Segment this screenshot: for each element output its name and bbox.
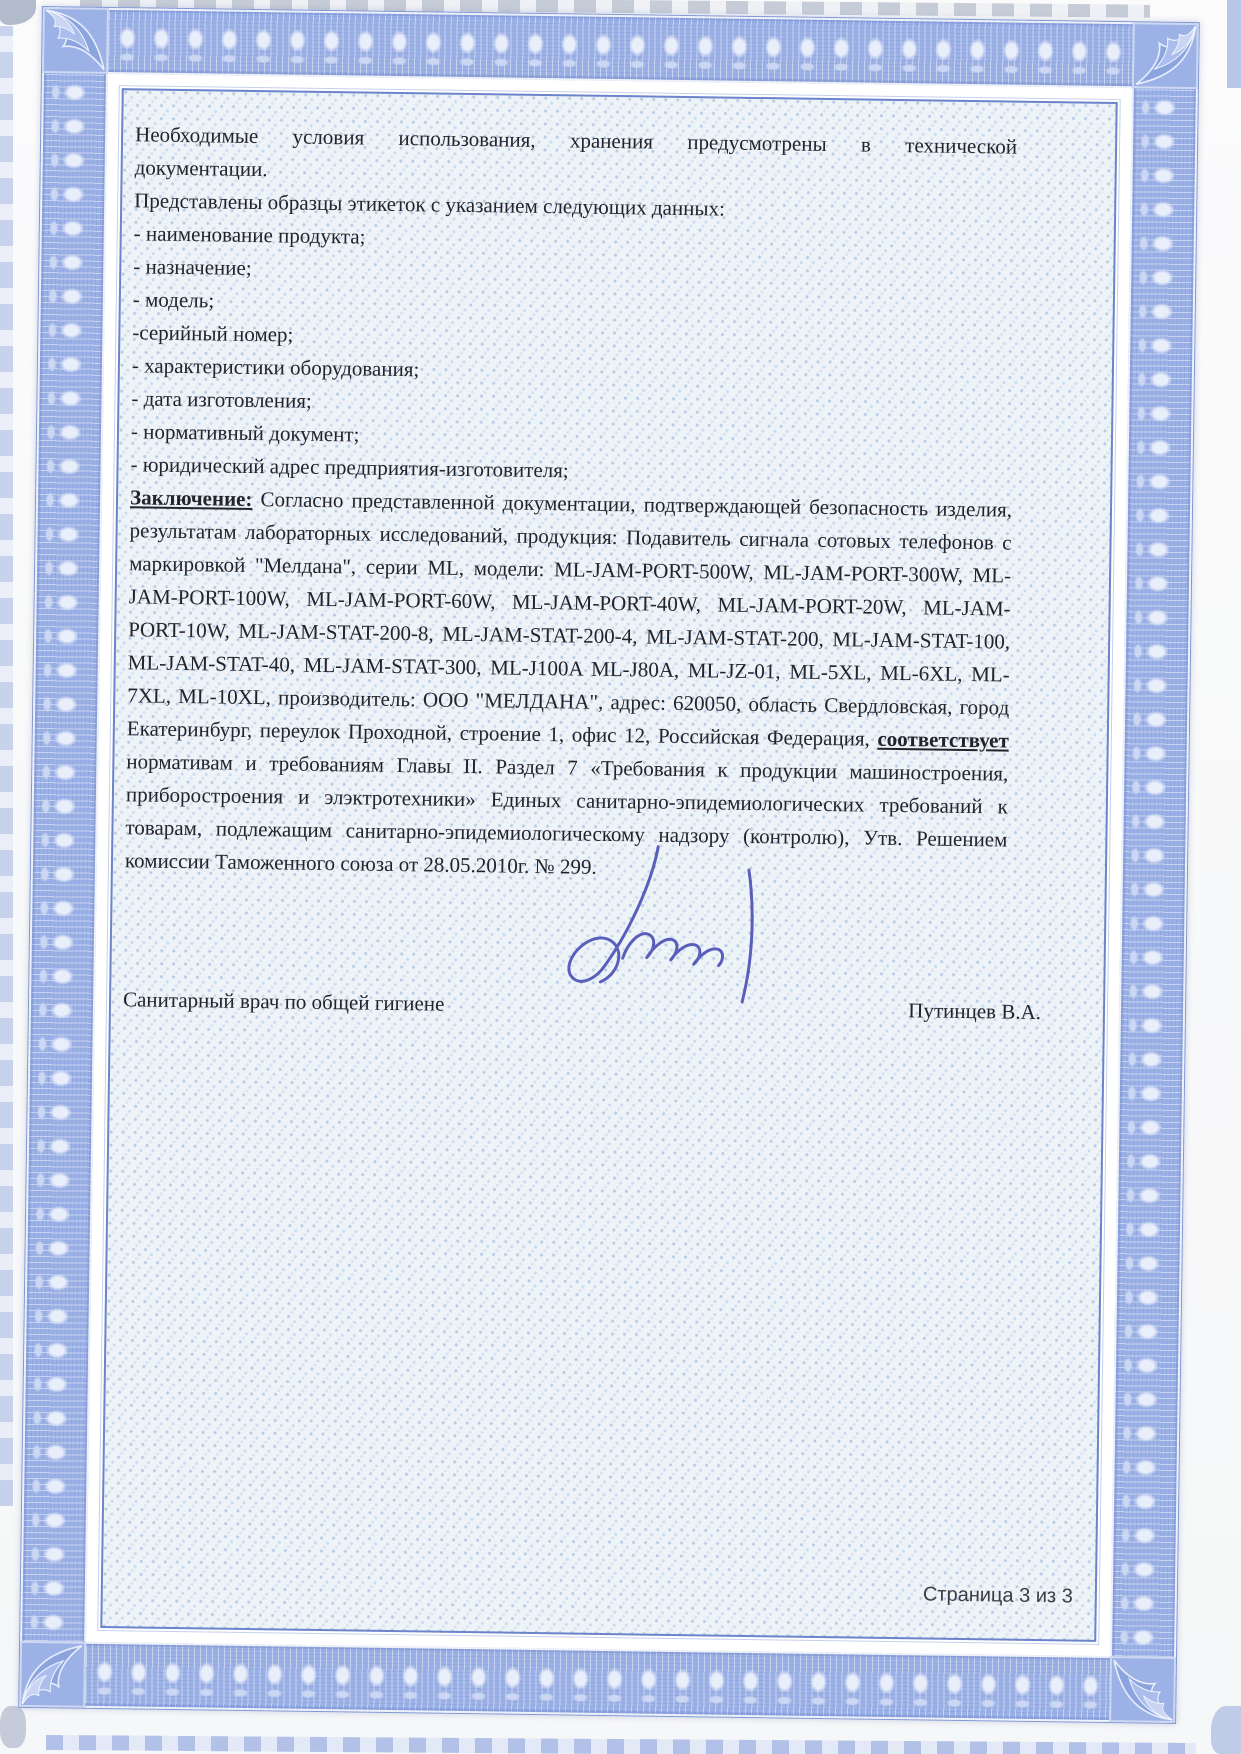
scan-artifact-left — [0, 26, 13, 1506]
list-item: - юридический адрес предприятия-изготовителя; — [130, 452, 569, 483]
scan-artifact-top-left — [0, 0, 36, 25]
list-item: - нормативный документ; — [130, 419, 360, 447]
conclusion-emphasis: соответствует — [877, 726, 1009, 753]
conclusion-paragraph — [125, 481, 1012, 889]
list-item: - характеристики оборудования; — [131, 353, 420, 382]
corner-ornament-icon — [42, 7, 109, 74]
signer-title: Санитарный врач по общей гигиене — [122, 987, 445, 1016]
corner-ornament-icon — [19, 1641, 86, 1708]
document-text — [102, 90, 1115, 1640]
list-item: - дата изготовления; — [131, 386, 312, 413]
intro-paragraph-line1: Необходимые условия использования, хранения предусмотрены в технической — [134, 122, 1018, 159]
list-item: - назначение; — [133, 254, 252, 280]
intro-paragraph-line2: документации. — [134, 155, 268, 182]
label-data-list — [130, 217, 1016, 493]
conclusion-heading: Заключение: — [129, 485, 253, 511]
signer-name: Путинцев В.А. — [908, 998, 1042, 1025]
scan-artifact-bottom-left — [0, 1706, 26, 1748]
page-number: Страница 3 из 3 — [922, 1583, 1073, 1608]
signature-ink — [506, 829, 784, 1031]
scan-artifact-bottom — [46, 1735, 1196, 1754]
document-body — [100, 88, 1117, 1642]
scan-artifact-right — [1227, 0, 1241, 88]
scan-artifact-bottom-right — [1211, 1706, 1241, 1754]
conclusion-text: Согласно представленной документации, подтверждающей безопасность изделия, результатам лабораторных исследований, продукция: Подавитель сигнала сотовых телефонов с маркировкой "Мелдана", серии ML, модели: ML-JAM-PORT-500W, ML-JAM-PORT-300W, ML-JAM-PORT-100W, ML-JAM-PORT-60W, ML-JAM-PORT-40W, ML-JAM-PORT-20W, ML-JAM-PORT-10W, ML-JAM-STAT-200-8, ML-JAM-STAT-200-4, ML-JAM-STAT-200, ML-JAM-STAT-100, ML-JAM-STAT-40, ML-JAM-STAT-300, ML-J100A ML-J80A, ML-JZ-01, ML-5XL, ML-6XL, ML-7XL, ML-10XL, производитель: ООО "МЕЛДАНА", адрес: 620050, область Свердловская, город Екатеринбург, переулок Проходной, строение 1, офис 12, Российская Федерация, — [126, 486, 1013, 751]
list-item: -серийный номер; — [132, 320, 294, 347]
corner-ornament-icon — [1132, 22, 1199, 89]
corner-ornament-icon — [1109, 1656, 1176, 1723]
list-item: - наименование продукта; — [133, 221, 366, 249]
conclusion-text: нормативам и требованиям Главы II. Раздел 7 «Требования к продукции машиностроения, приборостроения и элэктротехники» Единых санитарно-эпидемиологических требований к товарам, подлежащим санитарно-эпидемиологическому надзору (контролю), Утв. Решением комиссии Таможенного союза от 28.05.2010г. № 299. — [124, 749, 1009, 879]
scanned-sheet — [18, 6, 1200, 1724]
list-item: - модель; — [132, 287, 215, 313]
labels-intro-paragraph: Представлены образцы этикеток с указанием следующих данных: — [134, 188, 726, 221]
certificate-frame — [18, 6, 1200, 1724]
